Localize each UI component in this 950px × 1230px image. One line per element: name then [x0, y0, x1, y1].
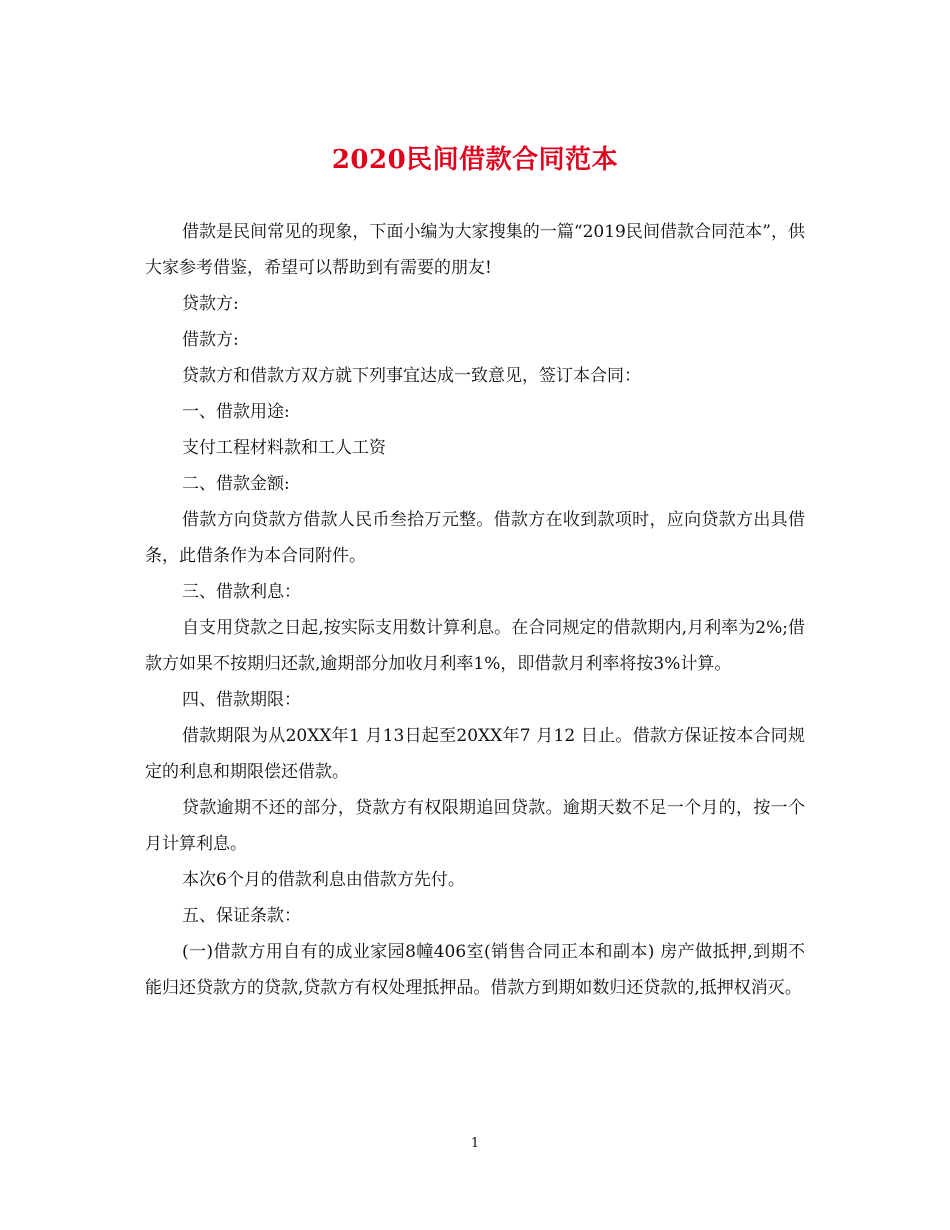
- paragraph-interest: 自支用贷款之日起,按实际支用数计算利息。在合同规定的借款期内,月利率为2%;借款方如果不按期归还款,逾期部分加收月利率1%，即借款月利率将按3%计算。: [145, 618, 805, 674]
- section-heading-purpose: 一、借款用途:: [182, 402, 290, 422]
- paragraph-agreement: 贷款方和借款方双方就下列事宜达成一致意见，签订本合同：: [182, 366, 641, 386]
- paragraph-prepaid-interest: 本次6个月的借款利息由借款方先付。: [182, 870, 465, 890]
- section-heading-interest: 三、借款利息：: [182, 582, 301, 602]
- paragraph-lender: 贷款方:: [182, 294, 239, 314]
- section-heading-amount: 二、借款金额:: [182, 474, 290, 494]
- section-heading-guarantee: 五、保证条款：: [182, 906, 301, 926]
- paragraph-borrower: 借款方:: [182, 330, 239, 350]
- paragraph-overdue: 贷款逾期不还的部分，贷款方有权限期追回贷款。逾期天数不足一个月的，按一个月计算利息。: [145, 798, 805, 854]
- page-number: 1: [470, 1136, 480, 1151]
- paragraph-purpose: 支付工程材料款和工人工资: [182, 438, 386, 458]
- paragraph-guarantee: (一)借款方用自有的成业家园8幢406室(销售合同正本和副本) 房产做抵押,到期不能归还贷款方的贷款,贷款方有权处理抵押品。借款方到期如数归还贷款的,抵押权消灭。: [145, 942, 805, 998]
- document-body: [145, 214, 805, 1006]
- section-heading-term: 四、借款期限：: [182, 690, 301, 710]
- paragraph-term: 借款期限为从20XX年1 月13日起至20XX年7 月12 日止。借款方保证按本合同规定的利息和期限偿还借款。: [145, 726, 805, 782]
- paragraph-intro: 借款是民间常见的现象，下面小编为大家搜集的一篇“2019民间借款合同范本”，供大家参考借鉴，希望可以帮助到有需要的朋友!: [145, 222, 805, 278]
- paragraph-amount: 借款方向贷款方借款人民币叁拾万元整。借款方在收到款项时，应向贷款方出具借条，此借条作为本合同附件。: [145, 510, 805, 566]
- document-title: 2020民间借款合同范本: [331, 145, 619, 175]
